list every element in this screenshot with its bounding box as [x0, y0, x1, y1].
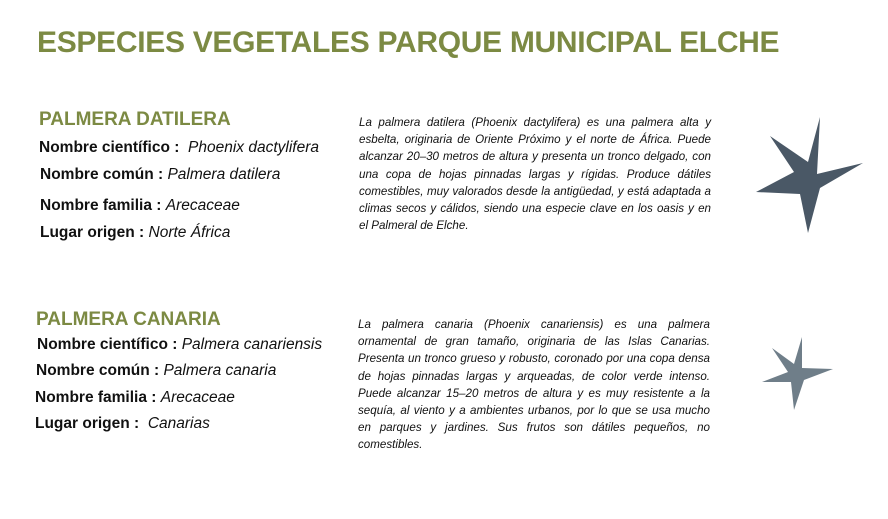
field-label: Nombre familia :	[40, 197, 162, 214]
field-label: Nombre común :	[40, 166, 164, 183]
field-value: Arecaceae	[165, 197, 240, 214]
field-value: Palmera datilera	[167, 166, 281, 183]
field-origin	[40, 224, 230, 242]
field-label: Nombre científico :	[37, 336, 178, 353]
star-icon	[750, 114, 868, 236]
field-label: Lugar origen :	[40, 224, 145, 241]
field-label: Lugar origen :	[35, 415, 140, 432]
field-value: Phoenix dactylifera	[188, 139, 319, 156]
field-common-name	[36, 362, 276, 380]
field-value: Palmera canariensis	[181, 336, 323, 353]
field-family	[40, 197, 240, 215]
field-label: Nombre familia :	[35, 389, 157, 406]
field-label: Nombre científico :	[39, 139, 180, 156]
star-shape	[762, 337, 833, 410]
species-name: PALMERA DATILERA	[39, 109, 231, 130]
field-value: Arecaceae	[160, 389, 235, 406]
field-value: Palmera canaria	[163, 362, 277, 379]
field-value: Norte África	[148, 224, 231, 241]
field-scientific-name	[39, 139, 319, 157]
species-description: La palmera datilera (Phoenix dactylifera) es una palmera alta y esbelta, originaria de Oriente Próximo y el norte de África. Puede alcanzar 20–30 metros de altura y presenta un tronco delgado, con una copa de hojas pinnadas largas y rígidas. Produce dátiles comestibles, muy valorados desde la antigüedad, y está adaptada a climas secos y cálidos, siendo una especie clave en los oasis y en el Palmeral de Elche.	[359, 116, 711, 233]
field-scientific-name	[37, 336, 322, 354]
field-label: Nombre común :	[36, 362, 160, 379]
field-common-name	[40, 166, 280, 184]
species-name: PALMERA CANARIA	[36, 309, 221, 330]
field-family	[35, 389, 235, 407]
field-value: Canarias	[147, 415, 210, 432]
field-origin	[35, 415, 210, 433]
page-title: ESPECIES VEGETALES PARQUE MUNICIPAL ELCHE	[37, 26, 780, 59]
star-icon	[760, 336, 836, 412]
star-shape	[756, 117, 863, 233]
species-description: La palmera canaria (Phoenix canariensis) es una palmera ornamental de gran tamaño, originaria de las Islas Canarias. Presenta un tronco grueso y robusto, coronado por una copa densa de hojas pinnadas largas y arqueadas, de color verde intenso. Puede alcanzar 15–20 metros de altura y es muy resistente a la sequía, al viento y a ambientes urbanos, por lo que se usa mucho en parques y jardines. Sus frutos son dátiles pequeños, no comestibles.	[358, 318, 710, 452]
